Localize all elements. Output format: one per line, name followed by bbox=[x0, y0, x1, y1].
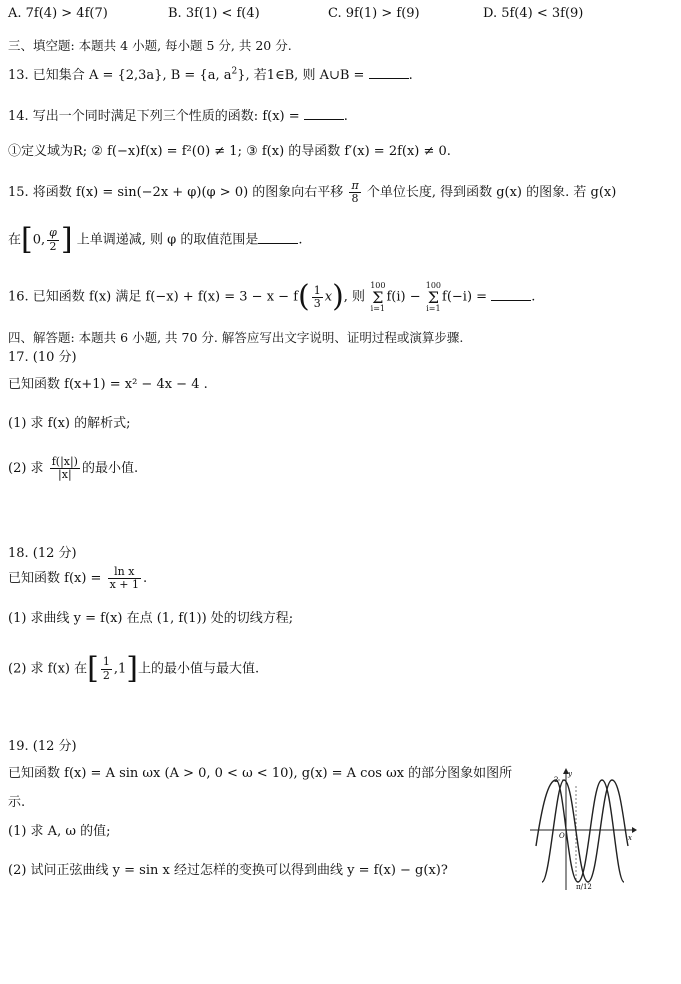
q13-text-post: }, 若1∈B, 则 A∪B = bbox=[237, 68, 365, 83]
option-d: D. 5f(4) < 3f(9) bbox=[483, 6, 584, 21]
x-axis-label: x bbox=[628, 834, 632, 842]
q18-interval-num: 1 bbox=[102, 655, 110, 669]
q18-heading: 18. (12 分) bbox=[8, 546, 77, 561]
option-a: A. 7f(4) > 4f(7) bbox=[8, 6, 108, 21]
q15-interval-fraction bbox=[47, 227, 59, 252]
q18-right-bracket: ] bbox=[126, 651, 138, 686]
q16-sum1-bot: i=1 bbox=[370, 303, 385, 313]
q14-answer-blank bbox=[304, 107, 344, 120]
q18-given-post: . bbox=[143, 571, 148, 587]
q16-frac-den: 3 bbox=[313, 296, 321, 310]
q18-interval-right: ,1 bbox=[113, 661, 127, 677]
q19-part-2: (2) 试问正弦曲线 y = sin x 经过怎样的变换可以得到曲线 y = f(x) − g(x)? bbox=[8, 863, 448, 878]
option-b: B. 3f(1) < f(4) bbox=[168, 6, 260, 21]
q18-fraction bbox=[108, 566, 141, 591]
q16-sigma-2: Σ bbox=[427, 287, 440, 307]
q19-given: 已知函数 f(x) = A sin ωx (A > 0, 0 < ω < 10), g(x) = A cos ωx 的部分图象如图所 bbox=[8, 766, 513, 781]
q14-properties: ①定义域为R; ② f(−x)f(x) = f²(0) ≠ 1; ③ f(x) 的导函数 f′(x) = 2f(x) ≠ 0. bbox=[8, 144, 451, 159]
q16-sum2-top: 100 bbox=[425, 281, 442, 290]
q15-interval-left: 0, bbox=[32, 232, 46, 248]
q18-given bbox=[8, 566, 147, 591]
q16-sum-2 bbox=[426, 282, 441, 312]
q15-line2-post: 上单调递减, 则 φ 的取值范围是 bbox=[76, 232, 259, 248]
q19-part-1: (1) 求 A, ω 的值; bbox=[8, 824, 111, 839]
q15-frac-den: 8 bbox=[351, 192, 359, 206]
y-axis-label: y bbox=[568, 770, 572, 778]
q17-frac-num: f(|x|) bbox=[51, 455, 78, 468]
x-axis-arrow bbox=[632, 827, 637, 833]
q17-part2-pre: (2) 求 bbox=[8, 461, 44, 477]
q16-text-mid: , 则 bbox=[343, 289, 366, 305]
q17-given: 已知函数 f(x+1) = x² − 4x − 4 . bbox=[8, 377, 208, 392]
q18-part2-post: 上的最小值与最大值. bbox=[137, 661, 260, 677]
q13-text-pre: 13. 已知集合 A = {2,3a}, B = {a, a bbox=[8, 68, 232, 83]
q15-text-post: 个单位长度, 得到函数 g(x) 的图象. 若 g(x) bbox=[366, 185, 617, 201]
q19-heading: 19. (12 分) bbox=[8, 739, 77, 754]
q15-line2: 在[0, $\frac{\varphi}{2}$ ] 上单调递减, 则 φ 的取值范围是 . bbox=[8, 222, 303, 257]
q16-sum1-top: 100 bbox=[370, 281, 386, 290]
q15-fraction bbox=[349, 180, 360, 205]
q15-text-pre: 15. 将函数 f(x) = sin(−2x + φ)(φ > 0) 的图象向右平移 bbox=[8, 185, 344, 201]
q18-left-bracket: [ bbox=[87, 651, 99, 686]
q13-superscript: 2 bbox=[231, 66, 238, 77]
question-15 bbox=[8, 180, 616, 205]
curve-g bbox=[536, 780, 624, 882]
q16-frac-num: 1 bbox=[313, 283, 321, 297]
q16-right-paren: ) bbox=[332, 279, 344, 315]
q17-part-1: (1) 求 f(x) 的解析式; bbox=[8, 416, 131, 431]
q17-fraction bbox=[50, 456, 80, 481]
q16-sum2-bot: i=1 bbox=[426, 303, 441, 313]
section-solutions-title: 四、解答题: 本题共 6 小题, 共 70 分. 解答应写出文字说明、证明过程或演算步骤. bbox=[8, 330, 464, 345]
option-c: C. 9f(1) > f(9) bbox=[328, 6, 420, 21]
question-16: 16. 已知函数 f(x) 满足 f(−x) + f(x) = 3 − x − f( $\frac{1}{3}$ x), 则 100 Σ i=1f(i) − 100 Σ i=1f(−i) = . bbox=[8, 279, 536, 315]
q18-interval-fraction bbox=[101, 656, 112, 681]
q16-answer-blank bbox=[491, 288, 531, 301]
x-tick-label: π/12 bbox=[576, 883, 592, 891]
q18-part-2 bbox=[8, 651, 260, 686]
question-14: 14. 写出一个同时满足下列三个性质的函数: f(x) = . bbox=[8, 109, 348, 124]
q18-frac-num: ln x bbox=[108, 566, 141, 579]
q16-term-2: f(−i) = bbox=[442, 289, 488, 305]
q16-sum-1 bbox=[370, 282, 385, 312]
q15-frac-num: π bbox=[351, 179, 359, 192]
y-tick-label: 2 bbox=[554, 776, 559, 784]
q17-frac-den: |x| bbox=[58, 468, 72, 482]
q16-frac-var: x bbox=[324, 289, 333, 305]
q16-term-1: f(i) − bbox=[386, 289, 421, 305]
q16-text-pre: 16. 已知函数 f(x) 满足 f(−x) + f(x) = 3 − x − f bbox=[8, 289, 298, 305]
q15-interval-num: φ bbox=[49, 226, 57, 240]
section-fill-in-title: 三、填空题: 本题共 4 小题, 每小题 5 分, 共 20 分. bbox=[8, 38, 292, 53]
q16-fraction bbox=[312, 285, 323, 310]
q13-answer-blank bbox=[369, 66, 409, 79]
function-graph bbox=[528, 766, 638, 892]
q16-left-paren: ( bbox=[298, 279, 310, 315]
q16-sigma-1: Σ bbox=[372, 287, 384, 307]
q18-part-1: (1) 求曲线 y = f(x) 在点 (1, f(1)) 处的切线方程; bbox=[8, 611, 294, 626]
q15-line2-pre: 在 bbox=[8, 232, 22, 248]
origin-label: O bbox=[559, 832, 565, 840]
q15-answer-blank bbox=[258, 231, 298, 244]
q18-given-pre: 已知函数 f(x) = bbox=[8, 571, 102, 587]
q14-text: 14. 写出一个同时满足下列三个性质的函数: f(x) = bbox=[8, 109, 300, 124]
q17-part-2 bbox=[8, 456, 138, 481]
q18-frac-den: x + 1 bbox=[109, 578, 140, 592]
q17-part2-post: 的最小值. bbox=[81, 461, 139, 477]
q18-interval-den: 2 bbox=[102, 668, 110, 682]
q18-part2-pre: (2) 求 f(x) 在 bbox=[8, 661, 88, 677]
q15-interval-den: 2 bbox=[49, 239, 57, 253]
q15-right-bracket: ] bbox=[60, 222, 73, 257]
question-13: 13. 已知集合 A = {2,3a}, B = {a, $a^2$}, 若1∈B, 则 A∪B = . bbox=[8, 66, 413, 83]
q17-heading: 17. (10 分) bbox=[8, 350, 77, 365]
q19-given-cont: 示. bbox=[8, 795, 26, 810]
q15-left-bracket: [ bbox=[21, 222, 33, 257]
